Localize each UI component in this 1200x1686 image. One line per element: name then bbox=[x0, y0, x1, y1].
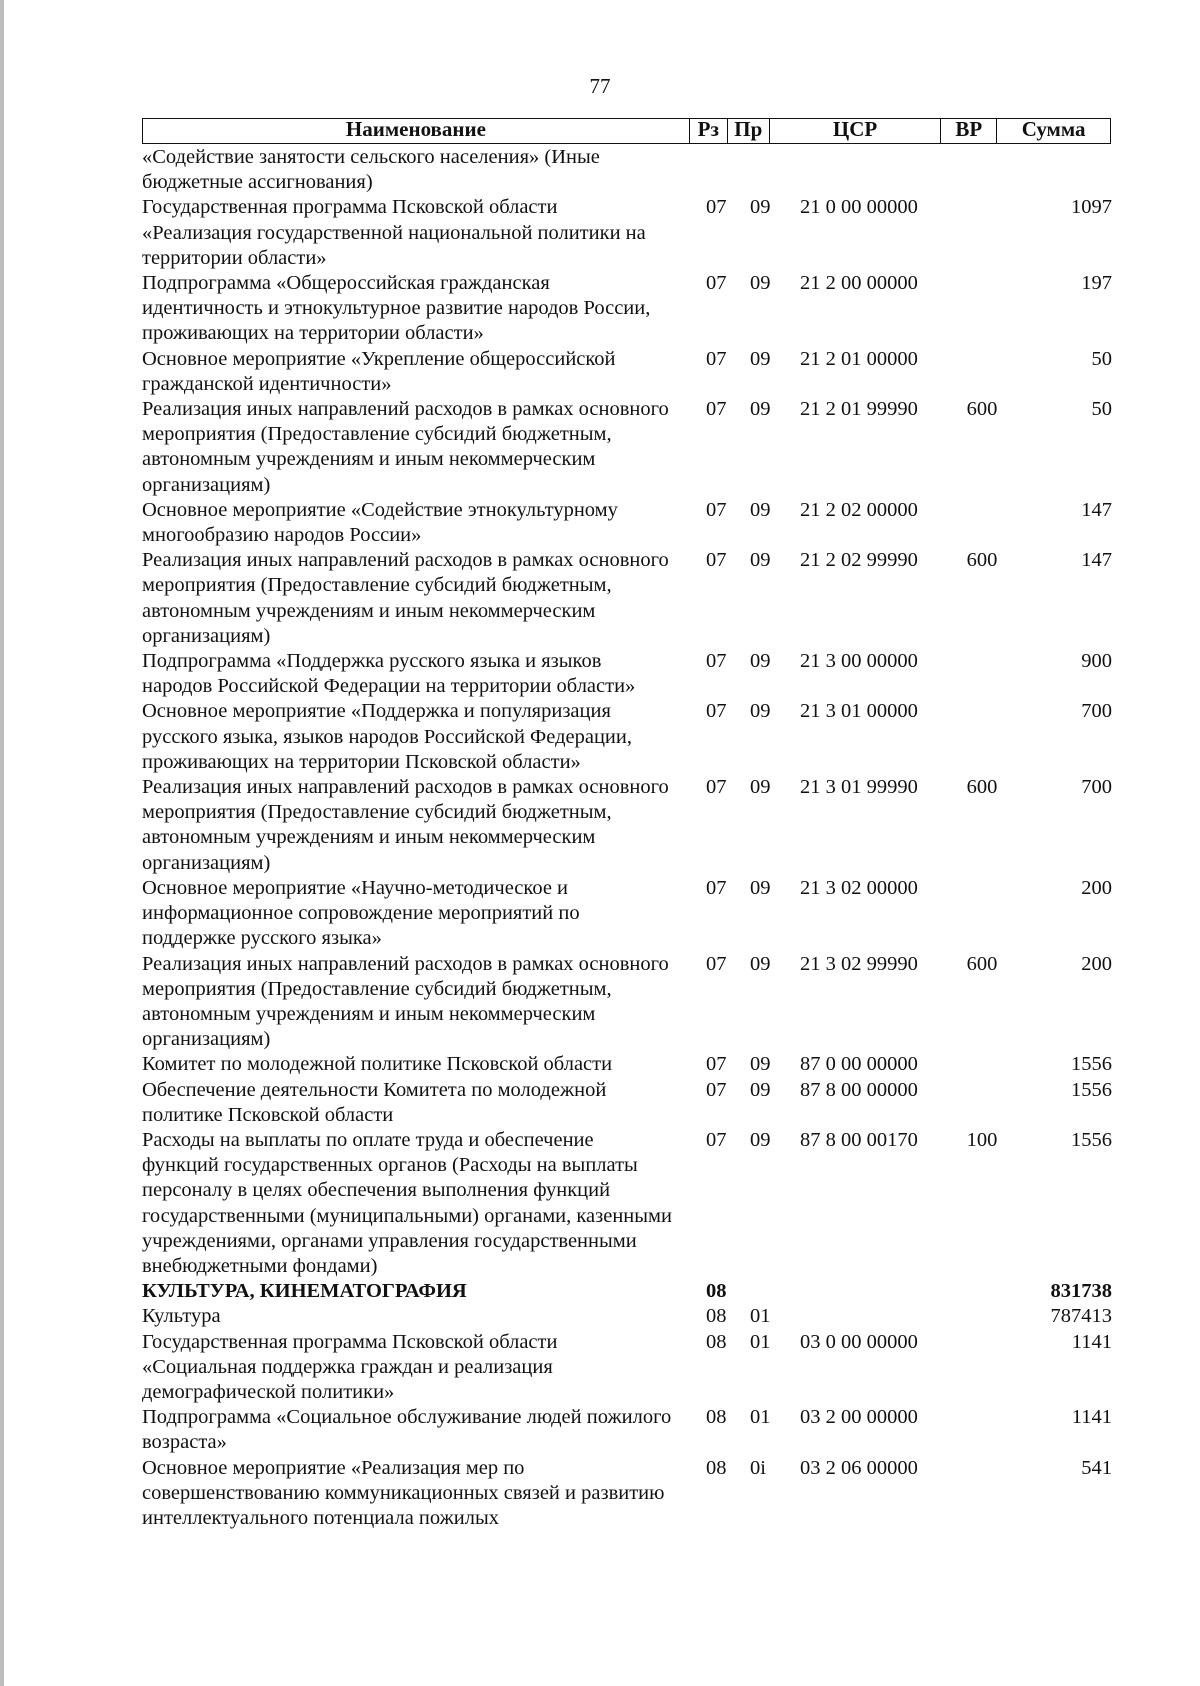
table-row bbox=[142, 397, 1122, 498]
row-csr: 21 2 00 00000 bbox=[800, 272, 918, 295]
page-number: 77 bbox=[589, 74, 611, 98]
row-name: Реализация иных направлений расходов в рамках основного мероприятия (Предоставление субсидий бюджетным, автономным учреждениям и иным некоммерческим организациям) bbox=[142, 549, 669, 647]
table-row bbox=[142, 498, 1122, 548]
row-sum: 197 bbox=[1081, 272, 1112, 295]
row-pr: 09 bbox=[750, 549, 771, 572]
row-csr: 87 8 00 00000 bbox=[800, 1078, 918, 1101]
row-sum: 147 bbox=[1081, 498, 1112, 521]
table-row bbox=[142, 1330, 1122, 1406]
row-sum: 50 bbox=[1091, 347, 1112, 370]
row-rz: 07 bbox=[706, 272, 727, 295]
row-sum: 147 bbox=[1081, 549, 1112, 572]
table-body bbox=[142, 145, 1122, 1531]
row-name: Обеспечение деятельности Комитета по молодежной политике Псковской области bbox=[142, 1078, 607, 1126]
row-name: Основное мероприятие «Реализация мер по совершенствованию коммуникационных связей и развитию интеллектуального потенциала пожилых bbox=[142, 1456, 665, 1529]
row-pr: 01 bbox=[750, 1406, 771, 1429]
row-name: Культура bbox=[142, 1305, 221, 1328]
row-csr: 21 3 01 00000 bbox=[800, 700, 918, 723]
table-row bbox=[142, 1304, 1122, 1329]
row-csr: 87 0 00 00000 bbox=[800, 1053, 918, 1076]
row-rz: 07 bbox=[706, 347, 727, 370]
header-vr: ВР bbox=[941, 119, 997, 143]
table-row bbox=[142, 1078, 1122, 1128]
row-rz: 07 bbox=[706, 700, 727, 723]
row-sum: 900 bbox=[1081, 650, 1112, 673]
row-rz: 07 bbox=[706, 549, 727, 572]
table-row bbox=[142, 1052, 1122, 1077]
row-pr: 09 bbox=[750, 498, 771, 521]
row-sum: 50 bbox=[1091, 398, 1112, 421]
row-sum: 1141 bbox=[1071, 1330, 1112, 1353]
row-pr: 09 bbox=[750, 1128, 771, 1151]
table-row bbox=[142, 1279, 1122, 1304]
table-row bbox=[142, 649, 1122, 699]
row-name: Основное мероприятие «Поддержка и популяризация русского языка, языков народов Российской Федерации, проживающих на территории Псковской области» bbox=[142, 700, 632, 773]
row-pr: 09 bbox=[750, 1053, 771, 1076]
row-name: Государственная программа Псковской области «Реализация государственной национальной политики на территории области» bbox=[142, 196, 646, 269]
table-row bbox=[142, 699, 1122, 775]
row-vr: 600 bbox=[966, 952, 998, 975]
header-sum: Сумма bbox=[1021, 117, 1086, 141]
header-name: Наименование bbox=[143, 119, 690, 143]
header-pr: Пр bbox=[728, 119, 770, 143]
scan-edge bbox=[0, 0, 4, 1686]
row-csr: 03 2 06 00000 bbox=[800, 1456, 918, 1479]
row-pr: 0i bbox=[750, 1456, 766, 1479]
table-row bbox=[142, 548, 1122, 649]
row-rz: 07 bbox=[706, 1128, 727, 1151]
row-pr: 09 bbox=[750, 347, 771, 370]
row-name: Подпрограмма «Общероссийская гражданская идентичность и этнокультурное развитие народов России, проживающих на территории области» bbox=[142, 272, 651, 345]
row-csr: 21 2 01 00000 bbox=[800, 347, 918, 370]
row-pr: 09 bbox=[750, 398, 771, 421]
row-name: Подпрограмма «Поддержка русского языка и языков народов Российской Федерации на территории области» bbox=[142, 650, 636, 698]
row-sum: 200 bbox=[1081, 876, 1112, 899]
row-csr: 87 8 00 00170 bbox=[800, 1128, 918, 1151]
row-sum: 541 bbox=[1081, 1456, 1112, 1479]
row-csr: 21 3 02 99990 bbox=[800, 952, 918, 975]
row-rz: 07 bbox=[706, 1078, 727, 1101]
row-name: Государственная программа Псковской области «Социальная поддержка граждан и реализация демографической политики» bbox=[142, 1330, 558, 1403]
row-sum: 1556 bbox=[1071, 1078, 1112, 1101]
header-csr: ЦСР bbox=[770, 119, 942, 143]
row-name: Подпрограмма «Социальное обслуживание людей пожилого возраста» bbox=[142, 1406, 672, 1454]
row-rz: 07 bbox=[706, 876, 727, 899]
row-rz: 08 bbox=[706, 1456, 727, 1479]
row-sum: 1556 bbox=[1071, 1128, 1112, 1151]
row-name: Реализация иных направлений расходов в рамках основного мероприятия (Предоставление субсидий бюджетным, автономным учреждениям и иным некоммерческим организациям) bbox=[142, 952, 669, 1051]
row-rz: 08 bbox=[706, 1305, 727, 1328]
table-row bbox=[142, 1456, 1122, 1532]
row-rz: 07 bbox=[706, 398, 727, 421]
row-pr: 09 bbox=[750, 952, 771, 975]
row-rz: 07 bbox=[706, 196, 727, 219]
table-row bbox=[142, 1405, 1122, 1455]
row-rz: 07 bbox=[706, 952, 727, 975]
header-rz: Рз bbox=[690, 119, 728, 143]
row-pr: 01 bbox=[750, 1305, 771, 1328]
table-row bbox=[142, 775, 1122, 876]
row-pr: 09 bbox=[750, 876, 771, 899]
row-sum: 1097 bbox=[1071, 196, 1112, 219]
table-row bbox=[142, 145, 1122, 195]
row-rz: 07 bbox=[706, 1053, 727, 1076]
row-csr: 21 3 01 99990 bbox=[800, 776, 918, 799]
row-pr: 09 bbox=[750, 272, 771, 295]
row-pr: 09 bbox=[750, 1078, 771, 1101]
row-name: Реализация иных направлений расходов в рамках основного мероприятия (Предоставление субсидий бюджетным, автономным учреждениям и иным некоммерческим организациям) bbox=[142, 398, 669, 496]
row-sum: 1141 bbox=[1071, 1406, 1112, 1429]
row-name: Основное мероприятие «Содействие этнокультурному многообразию народов России» bbox=[142, 498, 618, 547]
row-name: Основное мероприятие «Укрепление общероссийской гражданской идентичности» bbox=[142, 347, 616, 395]
row-pr: 09 bbox=[750, 196, 771, 219]
row-pr: 09 bbox=[750, 700, 771, 723]
row-sum: 200 bbox=[1081, 952, 1112, 975]
row-vr: 600 bbox=[966, 549, 998, 572]
row-pr: 09 bbox=[750, 650, 771, 673]
row-rz: 07 bbox=[706, 650, 727, 673]
row-csr: 21 2 01 99990 bbox=[800, 398, 918, 421]
row-csr: 21 2 02 99990 bbox=[800, 549, 918, 572]
row-csr: 21 3 02 00000 bbox=[800, 876, 918, 899]
table-row bbox=[142, 271, 1122, 347]
row-csr: 21 2 02 00000 bbox=[800, 498, 918, 521]
row-pr: 01 bbox=[750, 1330, 771, 1353]
row-vr: 100 bbox=[966, 1128, 998, 1151]
row-rz: 08 bbox=[706, 1280, 727, 1303]
row-name: «Содействие занятости сельского населения» (Иные бюджетные ассигнования) bbox=[142, 146, 600, 194]
row-name: Расходы на выплаты по оплате труда и обеспечение функций государственных органов (Расходы на выплаты персоналу в целях обеспечения выполнения функций государственными (муниципальными) органами, казенными учреждениями, органами управления государственными внебюджетными фондами) bbox=[142, 1128, 672, 1277]
row-rz: 07 bbox=[706, 498, 727, 521]
row-vr: 600 bbox=[966, 776, 998, 799]
table-row bbox=[142, 195, 1122, 271]
table-row bbox=[142, 1128, 1122, 1279]
row-sum: 700 bbox=[1081, 776, 1112, 799]
row-sum: 831738 bbox=[1050, 1280, 1112, 1303]
table-header bbox=[142, 118, 1111, 144]
row-rz: 07 bbox=[706, 776, 727, 799]
row-csr: 21 0 00 00000 bbox=[800, 196, 918, 219]
row-sum: 700 bbox=[1081, 700, 1112, 723]
table-row bbox=[142, 876, 1122, 952]
table-row bbox=[142, 347, 1122, 397]
row-rz: 08 bbox=[706, 1330, 727, 1353]
table-row bbox=[142, 952, 1122, 1053]
row-rz: 08 bbox=[706, 1406, 727, 1429]
row-sum: 787413 bbox=[1050, 1305, 1112, 1328]
row-csr: 03 0 00 00000 bbox=[800, 1330, 918, 1353]
row-vr: 600 bbox=[966, 398, 998, 421]
row-csr: 21 3 00 00000 bbox=[800, 650, 918, 673]
row-name: Реализация иных направлений расходов в рамках основного мероприятия (Предоставление субсидий бюджетным, автономным учреждениям и иным некоммерческим организациям) bbox=[142, 776, 669, 874]
row-csr: 03 2 00 00000 bbox=[800, 1406, 918, 1429]
row-sum: 1556 bbox=[1071, 1053, 1112, 1076]
row-name: Основное мероприятие «Научно-методическое и информационное сопровождение мероприятий по поддержке русского языка» bbox=[142, 876, 580, 950]
row-name: КУЛЬТУРА, КИНЕМАТОГРАФИЯ bbox=[142, 1280, 467, 1303]
row-name: Комитет по молодежной политике Псковской области bbox=[142, 1053, 613, 1076]
row-pr: 09 bbox=[750, 776, 771, 799]
